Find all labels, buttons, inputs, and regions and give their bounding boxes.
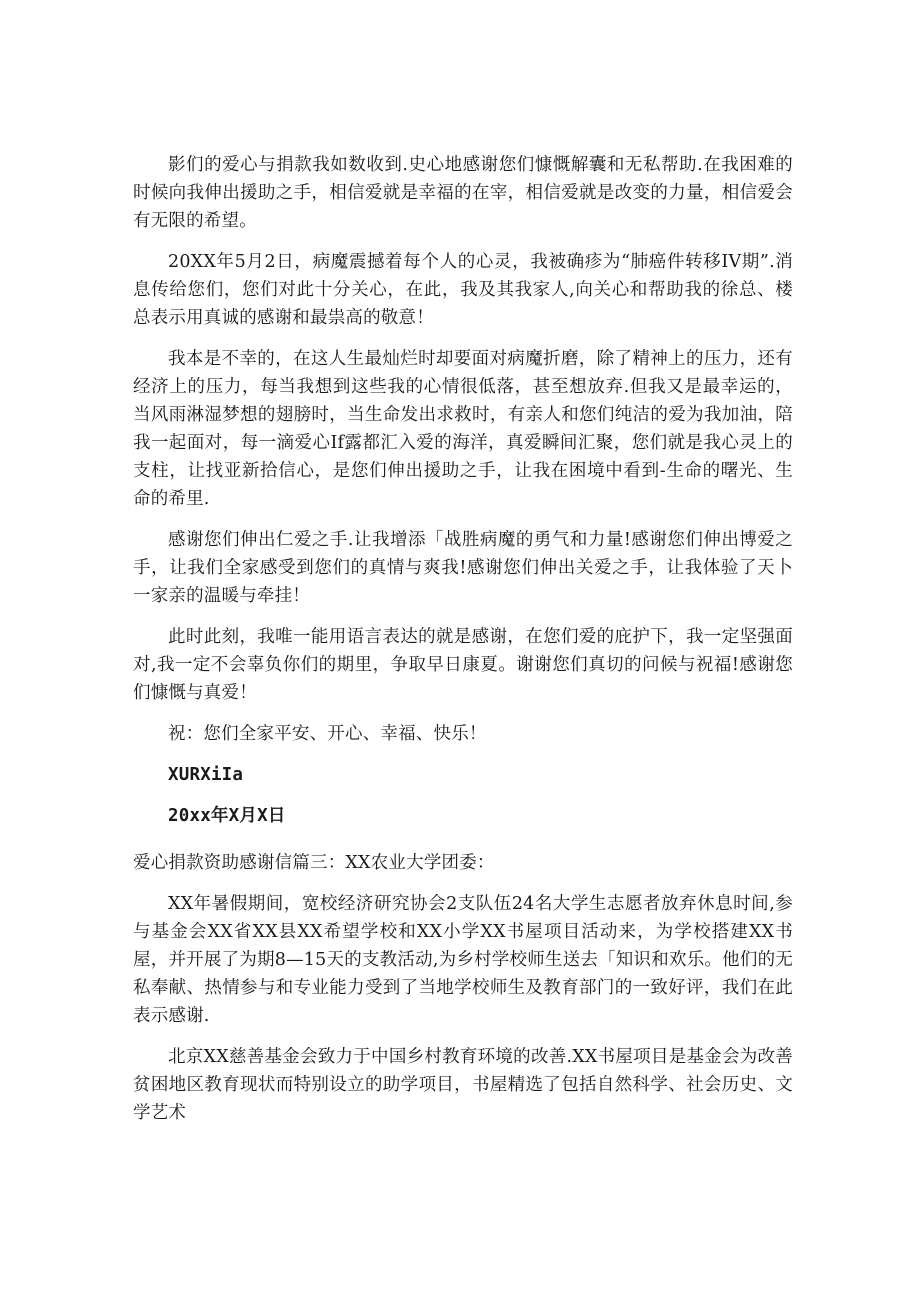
paragraph-blessing: 祝：您们全家平安、开心、幸福、快乐！	[168, 724, 487, 744]
signature-name: XURXiIa	[168, 765, 244, 785]
paragraph-foundation: 北京XX慈善基金会致力于中国乡村教育环境的改善.XX书屋项目是基金会为改善贫困地区教育现状而特别设立的助学项目，书屋精选了包括自然科学、社会历史、文学艺术	[133, 1047, 793, 1123]
section-heading: 爱心捐款资助感谢信篇三：XX农业大学团委：	[133, 853, 495, 873]
paragraph-hardship: 我本是不幸的，在这人生最灿烂时却要面对病魔折磨，除了精神上的压力，还有经济上的压力，每当我想到这些我的心情很低落，甚至想放弃.但我又是最幸运的，当风雨淋湿梦想的翅膀时，当生命发出求救时，有亲人和您们纯洁的爱为我加油，陪我一起面对，每一滴爱心If露都汇入爱的海洋，真爱瞬间汇聚，您们就是我心灵上的支柱，让找亚新拾信心，是您们伸出援助之手，让我在困境中看到-生命的曙光、生命的希里.	[133, 349, 793, 509]
paragraph-thanks: 感谢您们伸出仁爱之手.让我增添「战胜病魔的勇气和力量!感谢您们伸出博爱之手，让我们全家感受到您们的真情与爽我!感谢您们伸出关爱之手，让我体验了天卜一家亲的温暖与牵挂！	[133, 530, 793, 606]
paragraph-gratitude-intro: 影们的爱心与捐款我如数收到.史心地感谢您们慷慨解囊和无私帮助.在我困难的时候向我伸出援助之手，相信爱就是幸福的在宰，相信爱就是改变的力量，相信爱会有无限的希望。	[133, 155, 793, 231]
document-body	[133, 151, 793, 1127]
paragraph-promise: 此时此刻，我唯一能用语言表达的就是感谢，在您们爱的庇护下，我一定坚强面对,我一定不会辜负你们的期里，争取早日康夏。谢谢您们真切的问候与祝福!感谢您们慷慨与真爱！	[133, 627, 793, 703]
signature-date: 20xx年X月X日	[168, 806, 286, 826]
paragraph-volunteer: XX年暑假期间，宽校经济研究协会2支队伍24名大学生志愿者放弃休息时间,参与基金会XX省XX县XX希望学校和XX小学XX书屋项目活动来，为学校搭建XX书屋，并开展了为期8—15天的支教活动,为乡村学校师生送去「知识和欢乐。他们的无私奉献、热情参与和专业能力受到了当地学校师生及教育部门的一致好评，我们在此表示感谢.	[133, 894, 793, 1026]
paragraph-diagnosis: 20XX年5月2日，病魔震撼着每个人的心灵，我被确疹为“肺癌件转移IV期”.消息传给您们，您们对此十分关心，在此，我及其我家人,向关心和帮助我的徐总、楼总表示用真诚的感谢和最祟高的敬意！	[133, 252, 793, 328]
